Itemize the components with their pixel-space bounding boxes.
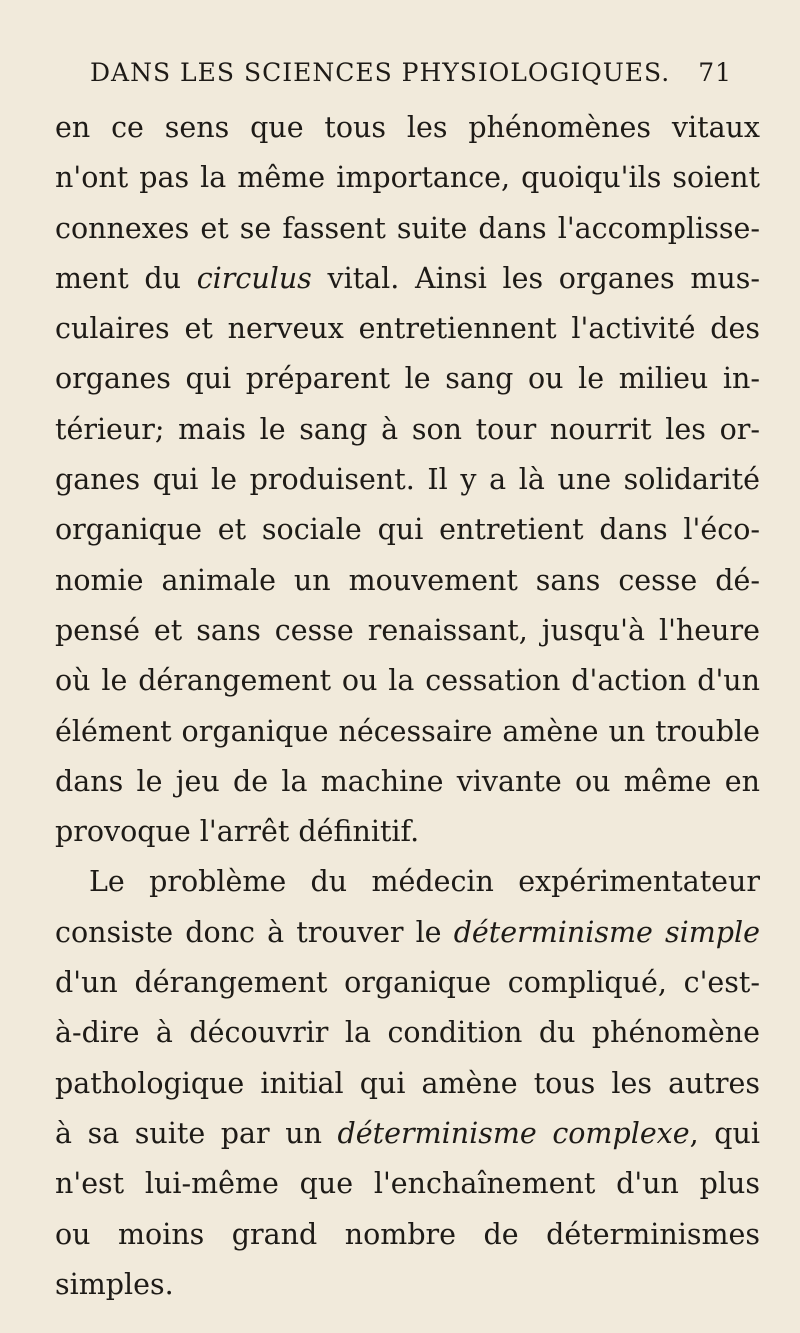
text-segment: , qui xyxy=(689,1116,760,1150)
text-line xyxy=(55,908,760,958)
text-line: ganes qui le produisent. Il y a là une solidarité xyxy=(55,463,760,497)
page-number: 71 xyxy=(698,58,732,87)
running-title: DANS LES SCIENCES PHYSIOLOGIQUES. xyxy=(90,58,671,87)
paragraph xyxy=(55,857,760,1310)
italic-term: circulus xyxy=(196,261,312,295)
text-line: nomie animale un mouvement sans cesse dé- xyxy=(55,563,760,597)
text-line: à-dire à découvrir la condition du phénomène xyxy=(55,1016,760,1050)
text-line: pensé et sans cesse renaissant, jusqu'à l'heure xyxy=(55,613,760,647)
text-line: où le dérangement ou la cessation d'action d'un xyxy=(55,664,760,698)
text-line: simples. xyxy=(55,1267,174,1301)
text-line: connexes et se fassent suite dans l'accomplisse- xyxy=(55,211,760,245)
text-line: Le problème du médecin expérimentateur xyxy=(89,865,760,899)
italic-term: déterminisme simple xyxy=(453,915,760,949)
text-line: d'un dérangement organique compliqué, c'est- xyxy=(55,966,760,1000)
text-segment: consiste donc à trouver le xyxy=(55,915,454,949)
body-text xyxy=(55,103,760,1310)
text-line: élément organique nécessaire amène un trouble xyxy=(55,714,760,748)
italic-term: déterminisme complexe xyxy=(337,1116,690,1150)
text-segment: à sa suite par un xyxy=(55,1116,338,1150)
text-line: n'ont pas la même importance, quoiqu'ils soient xyxy=(55,161,760,195)
text-line: térieur; mais le sang à son tour nourrit les or- xyxy=(55,412,760,446)
paragraph xyxy=(55,103,760,857)
text-line: dans le jeu de la machine vivante ou même en xyxy=(55,764,760,798)
text-segment: ment du xyxy=(55,261,197,295)
text-line: en ce sens que tous les phénomènes vitaux xyxy=(55,111,760,144)
text-line: provoque l'arrêt définitif. xyxy=(55,815,420,849)
text-line xyxy=(55,254,760,304)
text-line: pathologique initial qui amène tous les autres xyxy=(55,1066,760,1100)
text-line: ou moins grand nombre de déterminismes xyxy=(55,1217,760,1251)
text-line: organique et sociale qui entretient dans l'éco- xyxy=(55,513,760,547)
text-line xyxy=(55,1109,760,1159)
running-head xyxy=(90,58,732,98)
text-line: organes qui préparent le sang ou le milieu in- xyxy=(55,362,760,396)
text-line: n'est lui-même que l'enchaînement d'un plus xyxy=(55,1167,760,1201)
text-segment: vital. Ainsi les organes mus- xyxy=(311,261,761,295)
text-line: culaires et nerveux entretiennent l'activité des xyxy=(55,312,760,346)
